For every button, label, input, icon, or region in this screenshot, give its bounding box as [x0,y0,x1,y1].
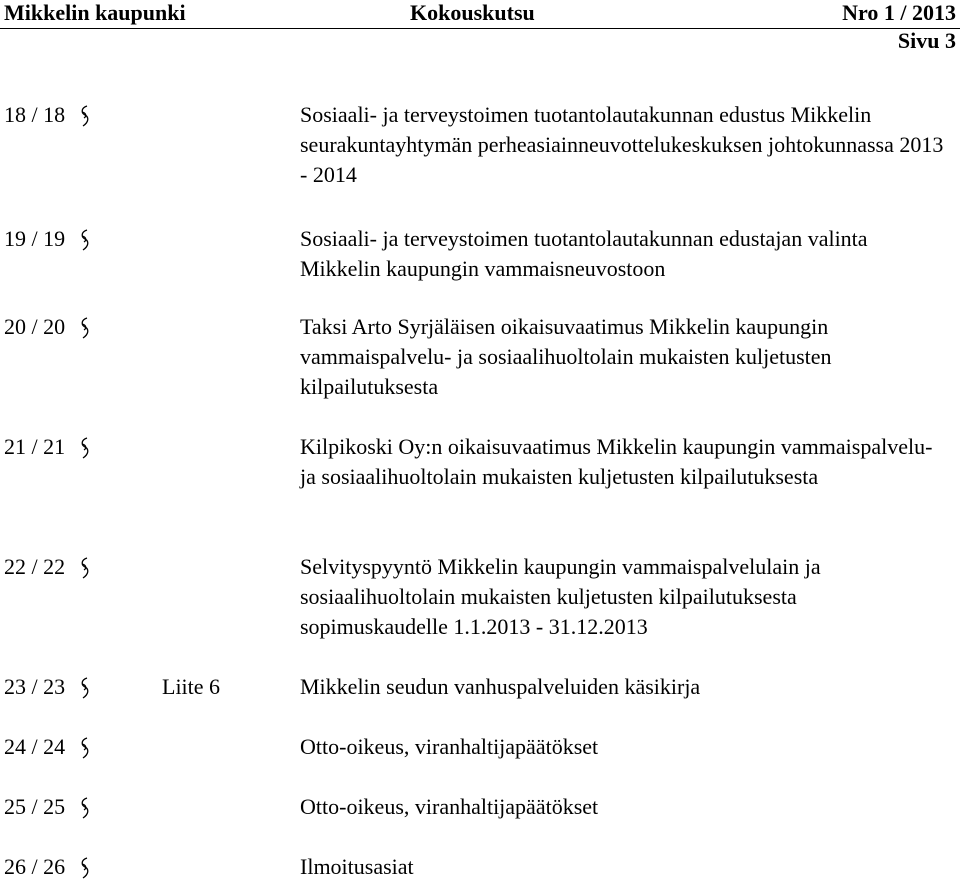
agenda-item-title: Otto-oikeus, viranhaltijapäätökset [300,734,599,759]
agenda-item-attachment: Liite 6 [162,674,221,699]
agenda-item-number: 26 / 26 [4,854,66,879]
section-mark-icon [78,228,92,252]
agenda-item-number: 25 / 25 [4,794,66,819]
header-city: Mikkelin kaupunki [4,0,186,25]
header-meeting-number: Nro 1 / 2013 [842,0,956,25]
section-mark-icon [78,796,92,820]
agenda-item-title: Ilmoitusasiat [300,854,414,879]
agenda-item-title: Taksi Arto Syrjäläisen oikaisuvaatimus Mikkelin kaupungin vammaispalvelu- ja sosiaalihuoltolain mukaisten kuljetusten kilpailutuksesta [300,314,832,399]
header-page-number: Sivu 3 [897,28,956,53]
agenda-item-number: 23 / 23 [4,674,66,699]
agenda-item-number: 19 / 19 [4,226,66,251]
agenda-item-number: 20 / 20 [4,314,66,339]
agenda-item-title: Otto-oikeus, viranhaltijapäätökset [300,794,599,819]
agenda-item-title: Sosiaali- ja terveystoimen tuotantolautakunnan edustus Mikkelin seurakuntayhtymän perheasiainneuvottelukeskuksen johtokunnassa 2013 - 2014 [300,102,944,187]
agenda-item-number: 18 / 18 [4,102,66,127]
section-mark-icon [78,104,92,128]
section-mark-icon [78,736,92,760]
agenda-item-number: 21 / 21 [4,434,66,459]
section-mark-icon [78,676,92,700]
agenda-item-title: Mikkelin seudun vanhuspalveluiden käsikirja [300,674,701,699]
agenda-item-number: 24 / 24 [4,734,66,759]
agenda-item-title: Kilpikoski Oy:n oikaisuvaatimus Mikkelin kaupungin vammaispalvelu- ja sosiaalihuoltolain mukaisten kuljetusten kilpailutuksesta [300,434,933,489]
section-mark-icon [78,556,92,580]
agenda-item-title: Selvityspyyntö Mikkelin kaupungin vammaispalvelulain ja sosiaalihuoltolain mukaisten kuljetusten kilpailutuksesta sopimuskaudelle 1.1.2013 - 31.12.2013 [300,554,821,639]
section-mark-icon [78,316,92,340]
header-document-type: Kokouskutsu [410,0,535,25]
page-header [0,0,960,90]
agenda-item-title: Sosiaali- ja terveystoimen tuotantolautakunnan edustajan valinta Mikkelin kaupungin vammaisneuvostoon [300,226,868,281]
agenda-item-number: 22 / 22 [4,554,66,579]
section-mark-icon [78,436,92,460]
section-mark-icon [78,856,92,880]
